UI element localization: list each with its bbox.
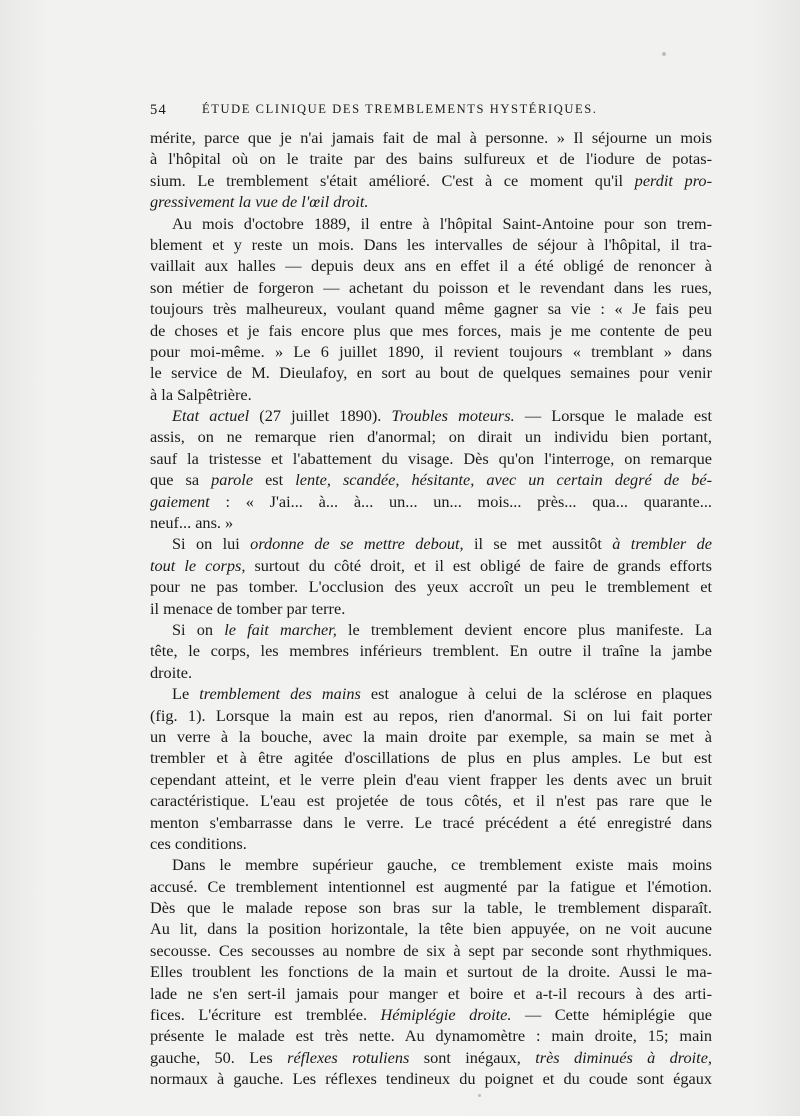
text-line — [150, 619, 712, 640]
italic-run: Troubles moteurs. — [391, 406, 515, 426]
text-line — [150, 683, 712, 704]
italic-run: réflexes rotuliens — [287, 1047, 410, 1067]
text-run: Elles troublent les fonctions de la main et surtout de la droite. Aussi le ma- — [150, 962, 712, 982]
text-line — [150, 576, 712, 597]
text-line — [150, 512, 712, 533]
text-line — [150, 320, 712, 341]
text-run: à l'hôpital où on le traite par des bains sulfureux et de l'iodure de potas- — [150, 149, 712, 169]
text-run: cependant atteint, et le verre plein d'eau vient frapper les dents avec un bruit — [150, 769, 712, 789]
text-line — [150, 426, 712, 447]
text-run: Le — [172, 684, 200, 704]
text-run: est — [253, 470, 296, 490]
text-run: sium. Le tremblement s'était amélioré. C'est à ce moment qu'il — [150, 170, 635, 190]
text-run: il menace de tomber par terre. — [150, 598, 346, 618]
text-run: le service de M. Dieulafoy, en sort au bout de quelques semaines pour venir — [150, 363, 712, 383]
text-line — [150, 598, 712, 619]
text-line — [150, 362, 712, 383]
paper-speck — [662, 52, 666, 56]
text-line — [150, 148, 712, 169]
text-run: — Cette hémiplégie que — [511, 1005, 712, 1025]
text-line — [150, 790, 712, 811]
text-line — [150, 234, 712, 255]
italic-run: Hémiplégie droite. — [380, 1005, 512, 1025]
text-line — [150, 491, 712, 512]
italic-run: tout le corps, — [150, 555, 246, 575]
text-run: menton s'embarrasse dans le verre. Le tracé précédent a été enregistré dans — [150, 812, 712, 832]
text-run: toujours très malheureux, voulant quand même gagner sa vie : « Je fais peu — [150, 299, 712, 319]
text-line — [150, 961, 712, 982]
text-run: blement et y reste un mois. Dans les intervalles de séjour à l'hôpital, il tra- — [150, 234, 712, 254]
text-line — [150, 833, 712, 854]
text-line — [150, 213, 712, 234]
text-line — [150, 705, 712, 726]
text-run: tête, le corps, les membres inférieurs tremblent. En outre il traîne la jambe — [150, 641, 712, 661]
text-line — [150, 1025, 712, 1046]
text-run: il se met aussitôt — [463, 534, 613, 554]
text-line — [150, 1047, 712, 1068]
text-run: son métier de forgeron — achetant du poisson et le revendant dans les rues, — [150, 277, 712, 297]
text-run: (fig. 1). Lorsque la main est au repos, rien d'anormal. Si on lui fait porter — [150, 705, 712, 725]
text-run: assis, on ne remarque rien d'anormal; on dirait un individu bien portant, — [150, 427, 712, 447]
italic-run: gaiement — [150, 491, 210, 511]
italic-run: parole — [211, 470, 254, 490]
text-run: Au mois d'octobre 1889, il entre à l'hôpital Saint-Antoine pour son trem- — [172, 213, 712, 233]
text-run: Dès que le malade repose son bras sur la table, le tremblement disparaît. — [150, 898, 712, 918]
text-run: : « J'ai... à... à... un... un... mois... près... qua... quarante... — [209, 491, 712, 511]
italic-run: le fait marcher, — [224, 619, 337, 639]
italic-run: perdit pro- — [634, 170, 712, 190]
text-run: ces conditions. — [150, 833, 247, 853]
text-run: Si on lui — [172, 534, 251, 554]
text-run: lade ne s'en sert-il jamais pour manger et boire et a-t-il recours à des arti- — [150, 983, 712, 1003]
text-run: secousse. Ces secousses au nombre de six à sept par seconde sont rhythmiques. — [150, 940, 712, 960]
text-line — [150, 1068, 712, 1089]
italic-run: tremblement des mains — [199, 684, 361, 704]
text-run: pour ne pas tomber. L'occlusion des yeux accroît un peu le tremblement et — [150, 577, 712, 597]
paper-speck — [478, 1094, 481, 1097]
text-run: fices. L'écriture est tremblée. — [150, 1005, 381, 1025]
text-run: caractéristique. L'eau est projetée de tous côtés, et il n'est pas rare que le — [150, 791, 712, 811]
italic-run: Etat actuel — [172, 406, 250, 426]
text-line — [150, 255, 712, 276]
italic-run: gressivement la vue de l'œil droit. — [150, 192, 369, 212]
text-line — [150, 876, 712, 897]
text-line — [150, 469, 712, 490]
text-run: sauf la tristesse et l'abattement du visage. Dès qu'on l'interroge, on remarque — [150, 448, 712, 468]
text-line — [150, 854, 712, 875]
text-line — [150, 341, 712, 362]
text-line — [150, 726, 712, 747]
text-line — [150, 983, 712, 1004]
text-line — [150, 448, 712, 469]
text-line — [150, 127, 712, 148]
text-line — [150, 555, 712, 576]
text-run: un verre à la bouche, avec la main droite par exemple, sa main se met à — [150, 726, 712, 746]
text-run: est analogue à celui de la sclérose en plaques — [360, 684, 712, 704]
text-run: à la Salpêtrière. — [150, 384, 252, 404]
text-line — [150, 384, 712, 405]
text-line — [150, 918, 712, 939]
text-run: le tremblement devient encore plus manifeste. La — [336, 619, 712, 639]
text-run: sont inégaux, — [409, 1047, 536, 1067]
text-run: vaillait aux halles — depuis deux ans en effet il a été obligé de renoncer à — [150, 256, 712, 276]
text-run: mérite, parce que je n'ai jamais fait de mal à personne. » Il séjourne un mois — [150, 128, 712, 147]
text-line — [150, 897, 712, 918]
text-run: Dans le membre supérieur gauche, ce tremblement existe mais moins — [172, 855, 712, 875]
text-line — [150, 191, 712, 212]
text-line — [150, 769, 712, 790]
italic-run: à trembler de — [612, 534, 712, 554]
text-line — [150, 1004, 712, 1025]
text-run: droite. — [150, 662, 193, 682]
page-number: 54 — [150, 102, 168, 118]
text-run: gauche, 50. Les — [150, 1047, 288, 1067]
text-run: présente le malade est très nette. Au dynamomètre : main droite, 15; main — [150, 1026, 712, 1046]
text-run: de choses et je fais encore plus que mes forces, mais je me contente de peu — [150, 320, 712, 340]
text-run: neuf... ans. » — [150, 513, 234, 533]
running-title: ÉTUDE CLINIQUE DES TREMBLEMENTS HYSTÉRIQUES. — [202, 102, 598, 116]
text-run: trembler et à être agitée d'oscillations de plus en plus amples. Le but est — [150, 748, 712, 768]
text-run: Au lit, dans la position horizontale, la tête bien appuyée, on ne voit aucune — [150, 919, 712, 939]
page-header — [150, 102, 710, 124]
italic-run: ordonne de se mettre debout, — [250, 534, 464, 554]
text-line — [150, 277, 712, 298]
text-line — [150, 812, 712, 833]
text-line — [150, 170, 712, 191]
text-line — [150, 747, 712, 768]
text-run: — Lorsque le malade est — [514, 406, 712, 426]
body-text — [150, 127, 712, 1090]
text-run: (27 juillet 1890). — [249, 406, 392, 426]
text-run: que sa — [150, 470, 212, 490]
text-run: pour moi-même. » Le 6 juillet 1890, il revient toujours « tremblant » dans — [150, 341, 712, 361]
text-run: normaux à gauche. Les réflexes tendineux du poignet et du coude sont égaux — [150, 1069, 712, 1089]
text-run: accusé. Ce tremblement intentionnel est augmenté par la fatigue et l'émotion. — [150, 876, 712, 896]
text-line — [150, 662, 712, 683]
italic-run: très diminués à droite, — [535, 1047, 712, 1067]
text-line — [150, 405, 712, 426]
text-line — [150, 640, 712, 661]
text-run: surtout du côté droit, et il est obligé de faire de grands efforts — [245, 555, 712, 575]
text-run: Si on — [172, 619, 225, 639]
text-line — [150, 533, 712, 554]
text-line — [150, 298, 712, 319]
italic-run: lente, scandée, hésitante, avec un certain degré de bé- — [295, 470, 712, 490]
text-line — [150, 940, 712, 961]
